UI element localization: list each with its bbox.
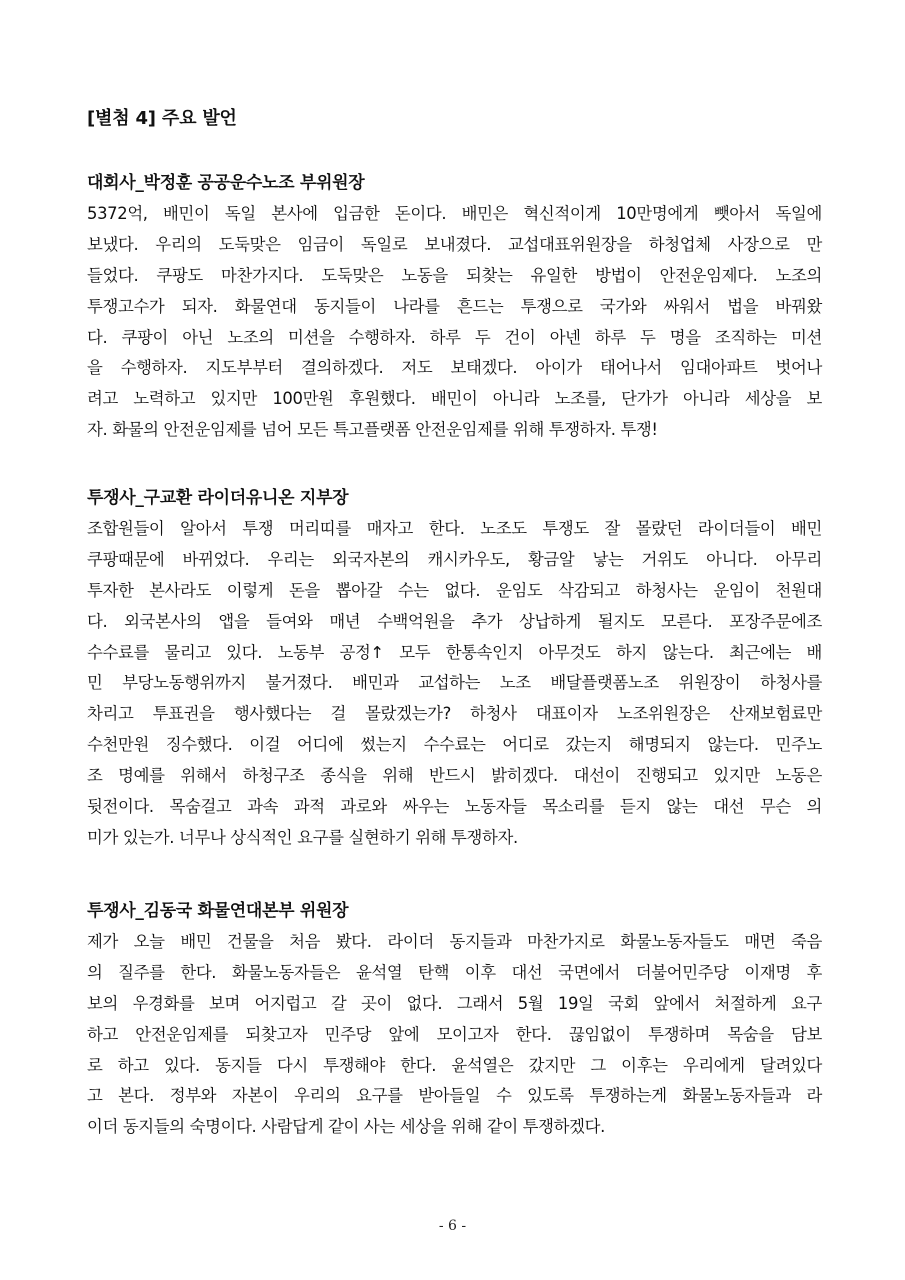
paragraph-line: 보의 우경화를 보며 어지럽고 갈 곳이 없다. 그래서 5월 19일 국회 앞에서 처절하게 요구	[87, 993, 822, 1013]
paragraph-line: 다. 쿠팡이 아닌 노조의 미션을 수행하자. 하루 두 건이 아넨 하루 두 명을 조직하는 미션	[87, 327, 822, 347]
speech-section-3	[87, 899, 822, 1143]
paragraph-line: 5372억, 배민이 독일 본사에 입금한 돈이다. 배민은 혁신적이게 10만명에게 뺏아서 독일에	[87, 204, 822, 223]
paragraph-line: 뒷전이다. 목숨걸고 과속 과적 과로와 싸우는 노동자들 목소리를 듣지 않는 대선 무슨 의	[87, 797, 822, 817]
paragraph-line: 쿠팡때문에 바뀌었다. 우리는 외국자본의 캐시카우도, 황금알 낳는 거위도 아니다. 아무리	[87, 549, 822, 569]
speaker-heading: 투쟁사_김동국 화물연대본부 위원장	[87, 901, 349, 921]
paragraph-line: 이더 동지들의 숙명이다. 사람답게 같이 사는 세상을 위해 같이 투쟁하겠다.	[87, 1117, 605, 1137]
paragraph-line: 의 질주를 한다. 화물노동자들은 윤석열 탄핵 이후 대선 국면에서 더불어민주당 이재명 후	[87, 962, 822, 982]
paragraph-line: 을 수행하자. 지도부부터 결의하겠다. 저도 보태겠다. 아이가 태어나서 임대아파트 벗어나	[87, 358, 822, 378]
paragraph-line: 자. 화물의 안전운임제를 넘어 모든 특고플랫폼 안전운임제를 위해 투쟁하자. 투쟁!	[87, 420, 658, 440]
speech-paragraph	[87, 514, 822, 854]
speech-paragraph	[87, 199, 822, 446]
paragraph-line: 로 하고 있다. 동지들 다시 투쟁해야 한다. 윤석열은 갔지만 그 이후는 우리에게 달려있다	[87, 1055, 822, 1075]
speech-section-1	[87, 171, 822, 446]
paragraph-line: 고 본다. 정부와 자본이 우리의 요구를 받아들일 수 있도록 투쟁하는게 화물노동자들과 라	[87, 1086, 822, 1106]
speech-section-2	[87, 486, 822, 854]
paragraph-line: 조합원들이 알아서 투쟁 머리띠를 매자고 한다. 노조도 투쟁도 잘 몰랐던 라이더들이 배민	[87, 519, 822, 538]
speaker-heading: 투쟁사_구교환 라이더유니온 지부장	[87, 488, 349, 508]
paragraph-line: 조 명예를 위해서 하청구조 종식을 위해 반드시 밝히겠다. 대선이 진행되고 있지만 노동은	[87, 766, 822, 786]
paragraph-line: 수천만원 징수했다. 이걸 어디에 썼는지 수수료는 어디로 갔는지 해명되지 않는다. 민주노	[87, 735, 822, 755]
paragraph-line: 하고 안전운임제를 되찾고자 민주당 앞에 모이고자 한다. 끊임없이 투쟁하며 목숨을 담보	[87, 1024, 822, 1044]
paragraph-line: 수수료를 물리고 있다. 노동부 공정↑ 모두 한통속인지 아무것도 하지 않는다. 최근에는 배	[87, 642, 822, 662]
paragraph-line: 미가 있는가. 너무나 상식적인 요구를 실현하기 위해 투쟁하자.	[87, 827, 518, 847]
speaker-heading: 대회사_박정훈 공공운수노조 부위원장	[87, 173, 365, 193]
speech-paragraph	[87, 927, 822, 1143]
paragraph-line: 차리고 투표권을 행사했다는 걸 몰랐겠는가? 하청사 대표이자 노조위원장은 산재보험료만	[87, 704, 822, 724]
paragraph-line: 들었다. 쿠팡도 마찬가지다. 도둑맞은 노동을 되찾는 유일한 방법이 안전운임제다. 노조의	[87, 265, 822, 285]
paragraph-line: 투쟁고수가 되자. 화물연대 동지들이 나라를 흔드는 투쟁으로 국가와 싸워서 법을 바꿔왔	[87, 296, 822, 316]
page-number: - 6 -	[438, 1218, 467, 1234]
appendix-title: [별첨 4] 주요 발언	[87, 108, 237, 129]
paragraph-line: 제가 오늘 배민 건물을 처음 봤다. 라이더 동지들과 마찬가지로 화물노동자들도 매면 죽음	[87, 932, 822, 951]
paragraph-line: 보냈다. 우리의 도둑맞은 임금이 독일로 보내졌다. 교섭대표위원장을 하청업체 사장으로 만	[87, 234, 822, 254]
paragraph-line: 민 부당노동행위까지 불거졌다. 배민과 교섭하는 노조 배달플랫폼노조 위원장이 하청사를	[87, 673, 822, 693]
paragraph-line: 려고 노력하고 있지만 100만원 후원했다. 배민이 아니라 노조를, 단가가 아니라 세상을 보	[87, 389, 822, 409]
paragraph-line: 투자한 본사라도 이렇게 돈을 뽑아갈 수는 없다. 운임도 삭감되고 하청사는 운임이 천원대	[87, 580, 822, 600]
paragraph-line: 다. 외국본사의 앱을 들여와 매년 수백억원을 추가 상납하게 될지도 모른다. 포장주문에조	[87, 611, 822, 631]
